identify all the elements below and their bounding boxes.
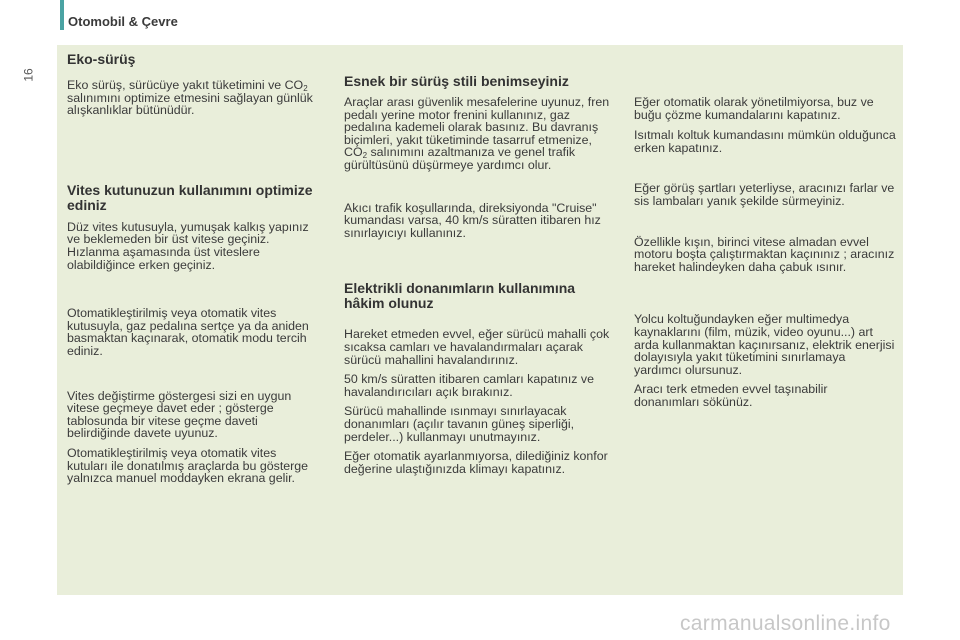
col3-paragraph-5: Yolcu koltuğundayken eğer multimedya kaynaklarını (film, müzik, video oyunu...) art arda kullanmaktan kaçınırsanız, elektrik enerjisi dolayısıyla yakıt tüketimini sınırlamaya yardımcı olursunuz. <box>634 312 895 377</box>
col3-paragraph-3: Eğer görüş şartları yeterliyse, aracınızı farlar ve sis lambaları yanık şekilde sürmeyiniz. <box>634 181 895 208</box>
eco-driving-paragraph <box>67 79 317 117</box>
col3-paragraph-6: Aracı terk etmeden evvel taşınabilir donanımları sökünüz. <box>634 382 828 409</box>
electrical-paragraph-2: 50 km/s süratten itibaren camları kapatınız ve havalandırıcıları açık bırakınız. <box>344 372 594 399</box>
gearbox-paragraph-2: Otomatikleştirilmiş veya otomatik vites kutusuyla, gaz pedalına sertçe ya da aniden basmaktan kaçınarak, otomatik modu tercih ediniz. <box>67 306 309 358</box>
eco-driving-heading: Eko-sürüş <box>67 51 136 67</box>
column-1 <box>67 52 317 485</box>
flexible-driving-heading: Esnek bir sürüş stili benimseyiniz <box>344 73 569 89</box>
electrical-paragraph-3: Sürücü mahallinde ısınmayı sınırlayacak donanımları (açılır tavanın güneş siperliği, perdeler...) kullanmayı unutmayınız. <box>344 404 575 444</box>
eco-co2-subscript: 2 <box>303 84 308 93</box>
col3-paragraph-2: Isıtmalı koltuk kumandasını mümkün olduğunca erken kapatınız. <box>634 128 896 155</box>
col3-paragraph-1: Eğer otomatik olarak yönetilmiyorsa, buz ve buğu çözme kumandalarını kapatınız. <box>634 95 874 122</box>
flexible-driving-paragraph-2: Akıcı trafik koşullarında, direksiyonda "Cruise" kumandası varsa, 40 km/s süratten itibaren hız sınırlayıcıyı kullanınız. <box>344 200 601 240</box>
style-text-b: salınımını azaltmanıza ve genel trafik gürültüsünü düşürmeye yardımcı olur. <box>344 145 576 172</box>
electrical-equipment-heading: Elektrikli donanımların kullanımına hâkim olunuz <box>344 280 576 312</box>
column-3 <box>634 96 896 409</box>
electrical-paragraph-4: Eğer otomatik ayarlanmıyorsa, dilediğiniz konfor değerine ulaştığınızda klimayı kapatınız. <box>344 449 608 476</box>
flexible-driving-paragraph-1 <box>344 96 616 172</box>
gearbox-paragraph-1: Düz vites kutusuyla, yumuşak kalkış yapınız ve beklemeden bir üst vitese geçiniz. Hızlanma aşamasında üst viteslere olabildiğince erken geçiniz. <box>67 219 309 272</box>
electrical-paragraph-1: Hareket etmeden evvel, eğer sürücü mahalli çok sıcaksa camları ve havalandırmaları açarak sürücü mahallini havalandırınız. <box>344 327 610 367</box>
col3-paragraph-4: Özellikle kışın, birinci vitese almadan evvel motoru boşta çalıştırmaktan kaçınınız ; aracınız hareket halindeyken daha çabuk ısınır. <box>634 234 895 274</box>
gearbox-paragraph-4: Otomatikleştirilmiş veya otomatik vites kutuları ile donatılmış araçlarda bu gösterge yalnızca manuel moddayken ekrana gelir. <box>67 445 309 486</box>
header-accent-bar <box>60 0 64 30</box>
eco-text-b: salınımını optimize etmesini sağlayan günlük alışkanlıklar bütünüdür. <box>67 90 313 118</box>
section-title: Otomobil & Çevre <box>68 14 178 29</box>
gearbox-heading: Vites kutunuzun kullanımını optimize ediniz <box>67 181 313 213</box>
column-2 <box>344 74 616 475</box>
page-number: 16 <box>21 68 36 82</box>
watermark: carmanualsonline.info <box>680 612 891 635</box>
style-text-a: Araçlar arası güvenlik mesafelerine uyunuz, fren pedalı yerine motor frenini kullanınız, gaz pedalına kademeli olarak basınız. Bu davranış biçimleri, yakıt tüketiminde tasarruf etmenize, CO <box>344 95 610 160</box>
gearbox-paragraph-3: Vites değiştirme göstergesi sizi en uygun vitese geçmeye davet eder ; gösterge tablosunda bir vitese geçme daveti belirdiğinde davete uyunuz. <box>67 388 292 441</box>
eco-text-a: Eko sürüş, sürücüye yakıt tüketimini ve CO <box>67 78 304 92</box>
style-co2-subscript: 2 <box>362 151 368 161</box>
